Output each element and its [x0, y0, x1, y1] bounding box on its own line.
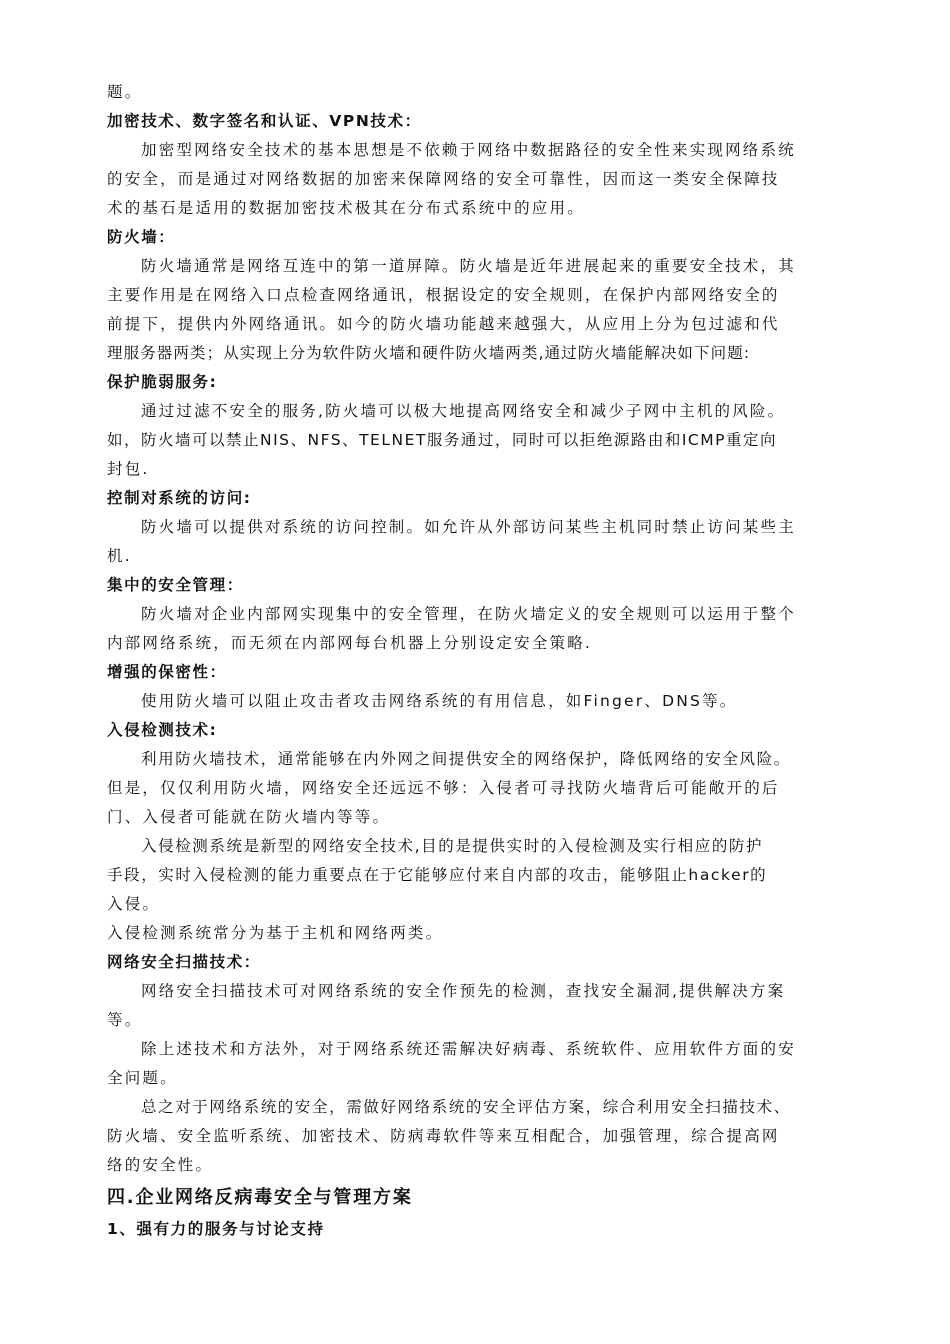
- paragraph-line: 加密型网络安全技术的基本思想是不依赖于网络中数据路径的安全性来实现网络系统: [141, 141, 796, 159]
- paragraph-line: 封包.: [107, 460, 150, 478]
- heading-encryption: 加密技术、数字签名和认证、VPN技术：: [107, 112, 422, 130]
- paragraph-line: 全问题。: [107, 1069, 178, 1087]
- heading-intrusion-detection: 入侵检测技术:: [107, 721, 218, 739]
- heading-central-management: 集中的安全管理：: [107, 576, 244, 594]
- paragraph-line: 除上述技术和方法外，对于网络系统还需解决好病毒、系统软件、应用软件方面的安: [141, 1040, 796, 1058]
- document-page: [107, 78, 855, 1244]
- paragraph-line: 如，防火墙可以禁止NIS、NFS、TELNET服务通过，同时可以拒绝源路由和ICMP重定向: [107, 431, 777, 449]
- subsection-title: 1、强有力的服务与讨论支持: [107, 1220, 325, 1238]
- paragraph-line: 理服务器两类；从实现上分为软件防火墙和硬件防火墙两类,通过防火墙能解决如下问题:: [107, 344, 751, 362]
- paragraph-line: 机.: [107, 547, 132, 565]
- paragraph-line: 防火墙可以提供对系统的访问控制。如允许从外部访问某些主机同时禁止访问某些主: [141, 518, 796, 536]
- paragraph-line: 前提下，提供内外网络通讯。如今的防火墙功能越来越强大，从应用上分为包过滤和代: [107, 315, 780, 333]
- heading-security-scanning: 网络安全扫描技术：: [107, 953, 261, 971]
- paragraph-line: 防火墙通常是网络互连中的第一道屏障。防火墙是近年进展起来的重要安全技术，其: [141, 257, 796, 275]
- heading-firewall: 防火墙：: [107, 228, 176, 246]
- heading-access-control: 控制对系统的访问:: [107, 489, 252, 507]
- heading-privacy: 增强的保密性：: [107, 663, 227, 681]
- paragraph-line: 但是，仅仅利用防火墙，网络安全还远远不够：入侵者可寻找防火墙背后可能敞开的后: [107, 779, 780, 797]
- paragraph-line: 总之对于网络系统的安全，需做好网络系统的安全评估方案，综合利用安全扫描技术、: [141, 1098, 791, 1116]
- section-title: 四.企业网络反病毒安全与管理方案: [107, 1187, 413, 1208]
- paragraph-line: 门、入侵者可能就在防火墙内等等。: [107, 808, 391, 826]
- paragraph-line: 的安全，而是通过对网络数据的加密来保障网络的安全可靠性，因而这一类安全保障技: [107, 170, 780, 188]
- paragraph-line: 络的安全性。: [107, 1156, 214, 1174]
- paragraph-line: 手段，实时入侵检测的能力重要点在于它能够应付来自内部的攻击，能够阻止hacker的: [107, 866, 768, 884]
- paragraph-line: 等。: [107, 1011, 143, 1029]
- paragraph-line: 题。: [107, 83, 143, 101]
- paragraph-line: 主要作用是在网络入口点检查网络通讯，根据设定的安全规则，在保护内部网络安全的: [107, 286, 780, 304]
- paragraph-line: 内部网络系统，而无须在内部网每台机器上分别设定安全策略.: [107, 634, 593, 652]
- heading-protect-services: 保护脆弱服务:: [107, 373, 218, 391]
- paragraph-line: 防火墙、安全监听系统、加密技术、防病毒软件等来互相配合，加强管理，综合提高网: [107, 1127, 780, 1145]
- paragraph-line: 入侵检测系统是新型的网络安全技术,目的是提供实时的入侵检测及实行相应的防护: [141, 837, 764, 855]
- paragraph-line: 通过过滤不安全的服务,防火墙可以极大地提高网络安全和减少子网中主机的风险。: [141, 402, 786, 420]
- paragraph-line: 利用防火墙技术，通常能够在内外网之间提供安全的网络保护，降低网络的安全风险。: [141, 750, 791, 768]
- paragraph-line: 入侵。: [107, 895, 161, 913]
- paragraph-line: 防火墙对企业内部网实现集中的安全管理，在防火墙定义的安全规则可以运用于整个: [141, 605, 796, 623]
- paragraph-line: 入侵检测系统常分为基于主机和网络两类。: [107, 924, 444, 942]
- paragraph-line: 使用防火墙可以阻止攻击者攻击网络系统的有用信息，如Finger、DNS等。: [141, 692, 738, 710]
- paragraph-line: 网络安全扫描技术可对网络系统的安全作预先的检测，查找安全漏洞,提供解决方案: [141, 982, 786, 1000]
- paragraph-line: 术的基石是适用的数据加密技术极其在分布式系统中的应用。: [107, 199, 585, 217]
